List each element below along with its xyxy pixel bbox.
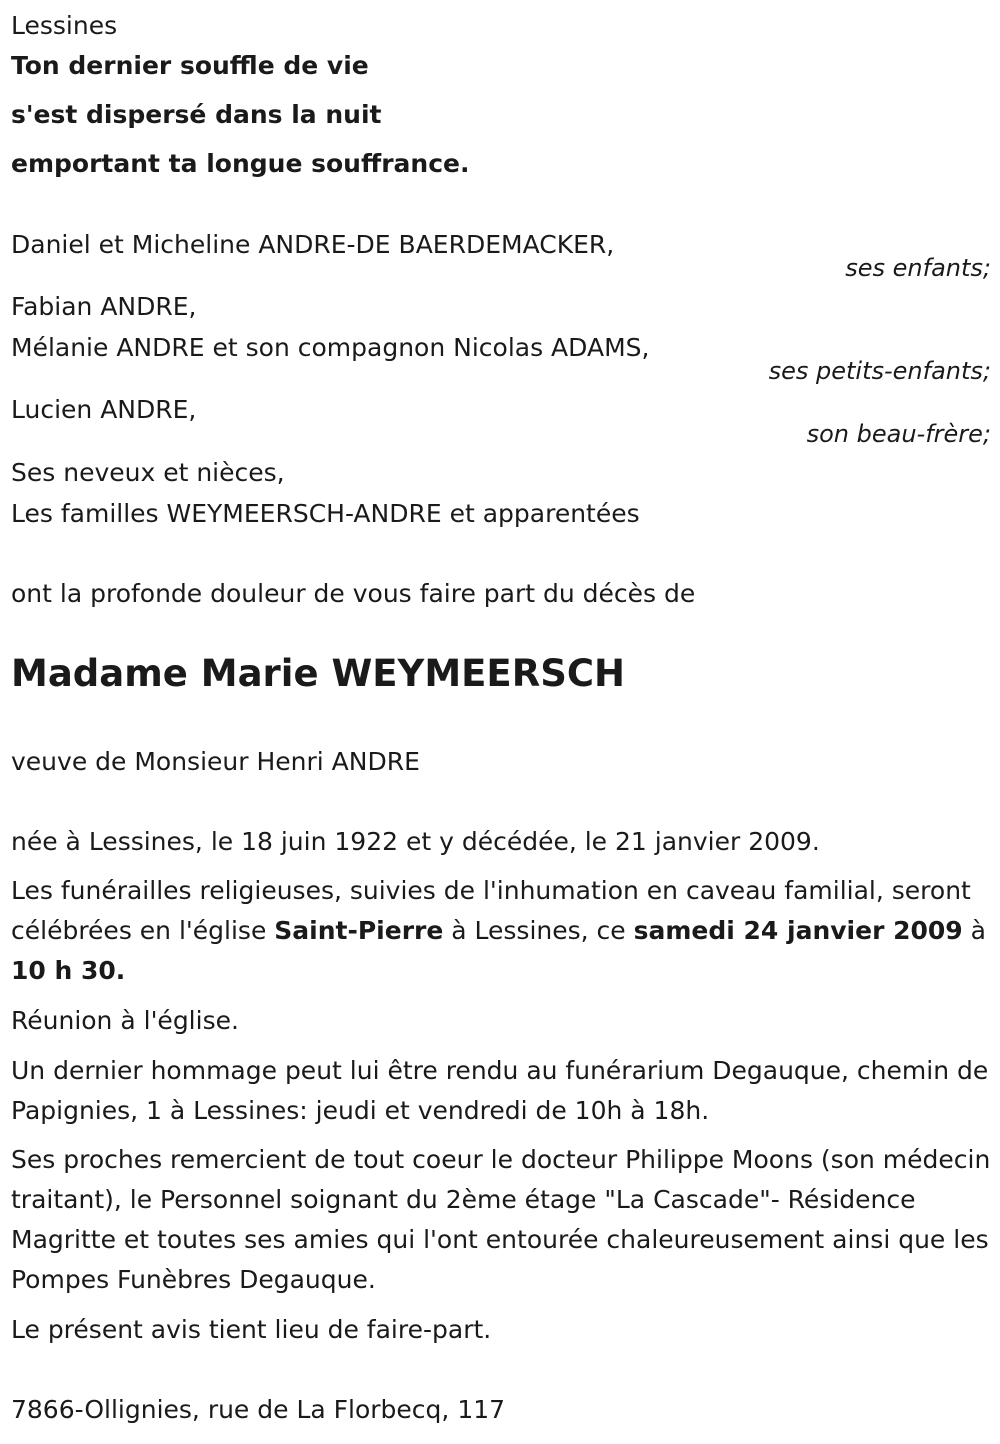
children-role: ses enfants; (845, 254, 991, 282)
poem-line-1: Ton dernier souffle de vie (11, 51, 369, 80)
tribute-paragraph: Un dernier hommage peut lui être rendu au funérarium Degauque, chemin de Papignies, 1 à Lessines: jeudi et vendredi de 10h à 18h. (11, 1056, 989, 1125)
funeral-text-3: à (962, 916, 986, 945)
widow-of: veuve de Monsieur Henri ANDRE (11, 747, 420, 776)
thanks-paragraph: Ses proches remercient de tout coeur le docteur Philippe Moons (son médecin traitant), le Personnel soignant du 2ème étage "La Cascade"- Résidence Magritte et toutes ses amies qui l'ont entourée chaleureusement ainsi que les Pompes Funèbres Degauque. (11, 1145, 991, 1294)
grandchildren-role: ses petits-enfants; (768, 357, 991, 385)
meeting-text: Réunion à l'église. (11, 1006, 239, 1035)
families: Les familles WEYMEERSCH-ANDRE et apparentées (11, 499, 640, 528)
grandchild-1: Fabian ANDRE, (11, 292, 197, 321)
funeral-time: 10 h 30. (11, 956, 126, 985)
brother-in-law-role: son beau-frère; (806, 420, 991, 448)
obituary-notice (11, 0, 991, 1444)
address: 7866-Ollignies, rue de La Florbecq, 117 (11, 1395, 506, 1424)
funeral-text-2: à Lessines, ce (443, 916, 634, 945)
funeral-paragraph (11, 871, 991, 991)
children-names: Daniel et Micheline ANDRE-DE BAERDEMACKER, (11, 230, 615, 259)
grandchild-2: Mélanie ANDRE et son compagnon Nicolas ADAMS, (11, 333, 650, 362)
poem-line-2: s'est dispersé dans la nuit (11, 100, 382, 129)
deceased-name: Madame Marie WEYMEERSCH (11, 652, 625, 695)
brother-in-law: Lucien ANDRE, (11, 395, 197, 424)
nephews-nieces: Ses neveux et nièces, (11, 458, 285, 487)
locality: Lessines (11, 11, 118, 40)
poem-line-3: emportant ta longue souffrance. (11, 149, 470, 178)
birth-death-dates: née à Lessines, le 18 juin 1922 et y décédée, le 21 janvier 2009. (11, 827, 820, 856)
announcement-intro: ont la profonde douleur de vous faire part du décès de (11, 579, 696, 608)
funeral-date: samedi 24 janvier 2009 (633, 916, 963, 945)
notice-text: Le présent avis tient lieu de faire-part. (11, 1315, 492, 1344)
church-name: Saint-Pierre (274, 916, 444, 945)
funeral-text-1: Les funérailles religieuses, suivies de l'inhumation en caveau familial, seront célébrées en l'église (11, 876, 971, 945)
